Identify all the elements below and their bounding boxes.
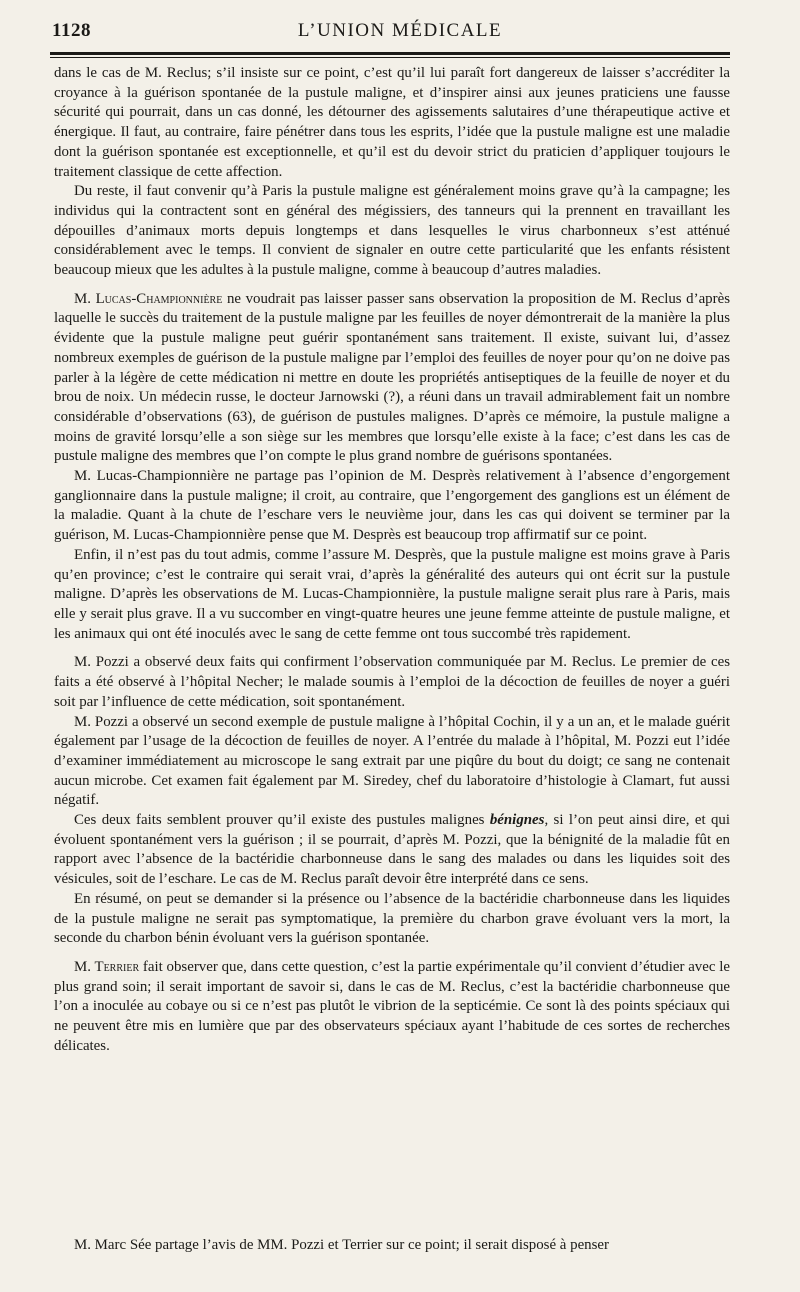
emphasis-benignes: bénignes [489,812,545,829]
paragraph-engorgement: M. Lucas-Championnière ne partage pas l’opinion de M. Desprès relativement à l’absence d’engorgement ganglionnaire dans la pustule maligne; il croit, au contraire, que l’engorgement des ganglions est un élément de la maladie. Quant à la chute de l’eschare vers le neuvième jour, dans les cas qui doivent se terminer par la guérison, M. Lucas-Championnière pense que M. Desprès est beaucoup trop affirmatif sur ce point. [54,468,730,544]
speaker-name: M. Terrier [74,958,140,975]
paragraph-lucas-championniere [54,290,730,467]
paragraph-terrier [54,958,730,1057]
paragraph-pozzi-cochin: M. Pozzi a observé un second exemple de pustule maligne à l’hôpital Cochin, il y a un an, et le malade guérit également par l’usage de la décoction de feuilles de noyer. A l’entrée du malade à l’hôpital, M. Pozzi eut l’idée d’examiner immédiatement au microscope le sang extrait par une piqûre du bout du doigt; ce sang ne contenait aucun microbe. Cet examen fait également par M. Siredey, chef du laboratoire d’histologie à Clamart, fut aussi négatif. [54,713,730,809]
paragraph-en-resume: En résumé, on peut se demander si la présence ou l’absence de la bactéridie charbonneuse dans les liquides de la pustule maligne ne serait pas symptomatique, la première du charbon grave évoluant vers la mort, la seconde du charbon bénin évoluant vers la guérison spontanée. [54,890,730,947]
paragraph-paris-campagne: Du reste, il faut convenir qu’à Paris la pustule maligne est généralement moins grave qu’à la campagne; les individus qui la contractent sont en général des mégissiers, des tanneurs qui la prennent en travaillant les dépouilles d’animaux morts depuis longtemps et dans lesquelles le virus charbonneux s’est atténué considérablement avec le temps. Il convient de signaler en outre cette particularité que les enfants résistent beaucoup mieux que les adultes à la pustule maligne, comme à beaucoup d’autres maladies. [54,183,730,279]
page-number: 1128 [52,20,91,41]
article-body [54,64,730,1056]
running-title: L’UNION MÉDICALE [297,20,503,41]
header-rule [50,52,730,55]
paragraph-marc-see: M. Marc Sée partage l’avis de MM. Pozzi et Terrier sur ce point; il serait disposé à penser [74,1237,609,1253]
speaker-name: M. Lucas-Championnière [74,290,223,307]
paragraph-enfin: Enfin, il n’est pas du tout admis, comme l’assure M. Desprès, que la pustule maligne est moins grave à Paris qu’en province; c’est le contraire qui serait vrai, d’après la généralité des auteurs qui ont écrit sur la pustule maligne. D’après les observations de M. Lucas-Championnière, la pustule maligne serait plus rare à Paris, mais elle y serait plus grave. Il a vu succomber en vingt-quatre heures une jeune femme atteinte de pustule maligne, et les animaux qui ont été inoculés avec le sang de cette femme ont tous succombé très rapidement. [54,546,730,642]
paragraph-text: fait observer que, dans cette question, c’est la partie expérimentale qu’il convient d’étudier avec le plus grand soin; il serait important de savoir si, dans le cas de M. Reclus, c’est la bactéridie charbonneuse que l’on a inoculée au cobaye ou si ce n’est pas plutôt le vibrion de la septicémie. Ce sont là des points spéciaux qui ne peuvent être mis en lumière que par des observateurs spéciaux ayant l’habitude de ces sortes de recherches délicates. [54,958,731,1054]
paragraph-pozzi-necher: M. Pozzi a observé deux faits qui confirment l’observation communiquée par M. Reclus. Le premier de ces faits a été observé à l’hôpital Necher; le malade soumis à l’emploi de la décoction de feuilles de noyer a guéri soit par l’influence de cette médication, soit spontanément. [54,654,730,710]
header-rule-thin [50,57,730,58]
paragraph-benignes [54,811,730,890]
paragraph-text: , si l’on peut ainsi dire, et qui évoluent spontanément vers la guérison ; il se pourrait, d’après M. Pozzi, que la bénignité de la maladie fût en rapport avec l’absence de la bactéridie charbonneuse dans le sang des malades ou dans les liquides soit des vésicules, soit de l’eschare. Le cas de M. Reclus paraît devoir être interprété dans ce sens. [54,812,730,888]
paragraph-text: ne voudrait pas laisser passer sans observation la proposition de M. Reclus d’après laquelle le succès du traitement de la pustule maligne par les feuilles de noyer démontrerait de la manière la plus évidente que la pustule maligne peut guérir spontanément sans traitement. Il existe, suivant lui, d’assez nombreux exemples de guérison de la pustule maligne par l’emploi des feuilles de noyer pour qu’on ne doive pas parler à la légère de cette médication ni mettre en doute les propriétés antiseptiques de la feuille de noyer et du brou de noix. Un médecin russe, le docteur Jarnowski (?), a réuni dans un travail admirablement fait un nombre considérable d’observations (63), de guérison de pustules malignes. D’après ce mémoire, la pustule maligne a moins de gravité lorsqu’elle a son siège sur les membres que lorsqu’elle existe à la face; c’est dans les cas de pustule maligne des membres que l’on compte le plus grand nombre de guérisons spontanées. [54,290,730,465]
paragraph-text: Ces deux faits semblent prouver qu’il existe des pustules malignes [74,812,490,829]
paragraph-reclus-conclusion: dans le cas de M. Reclus; s’il insiste sur ce point, c’est qu’il lui paraît fort dangereux de laisser s’accréditer la croyance à la guérison spontanée de la pustule maligne, et d’inspirer ainsi aux jeunes praticiens une fausse sécurité qui pourrait, dans un cas donné, les détourner des agissements salutaires d’une thérapeutique active et énergique. Il faut, au contraire, faire pénétrer dans tous les esprits, l’idée que la pustule maligne est une maladie dont la guérison spontanée est exceptionnelle, et qu’il est du devoir strict du praticien d’appliquer toujours le traitement classique de cette affection. [54,65,730,180]
